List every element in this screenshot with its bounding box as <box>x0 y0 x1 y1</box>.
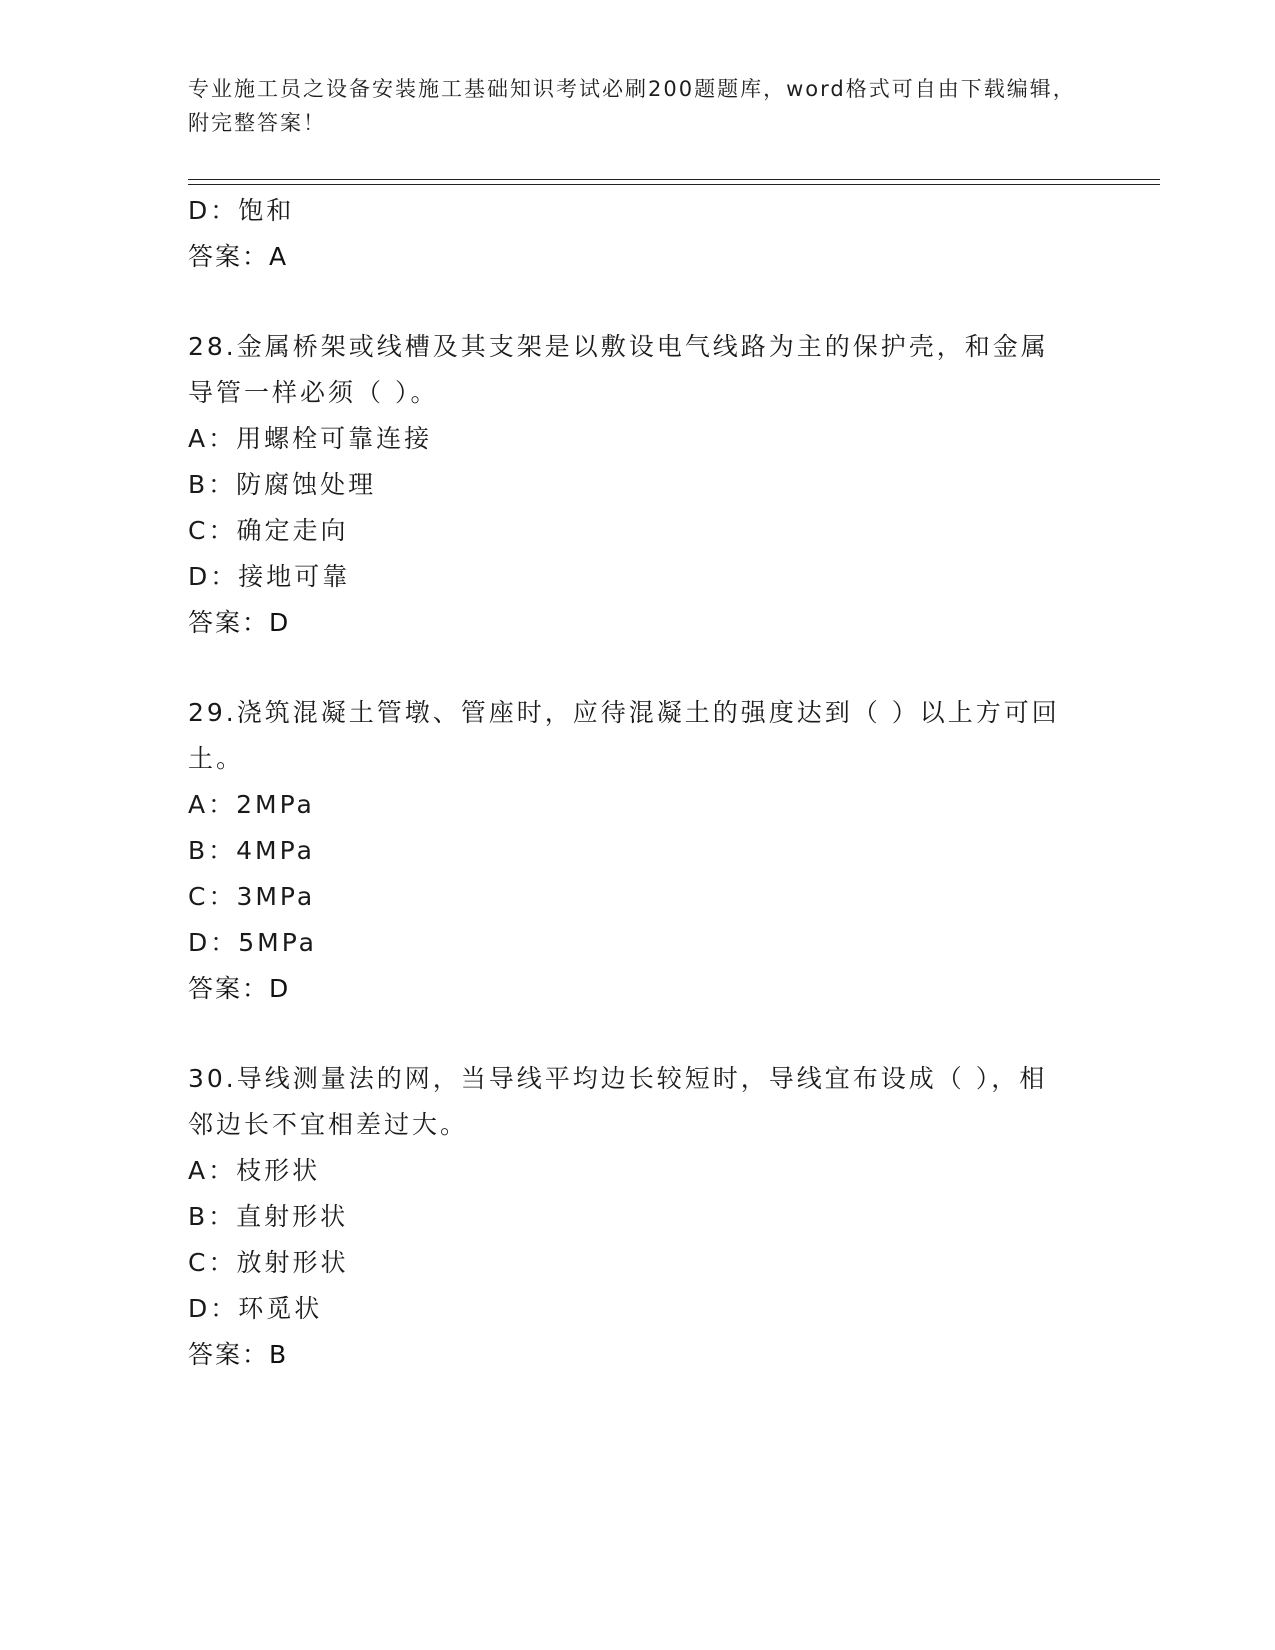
question-stem: 28.金属桥架或线槽及其支架是以敷设电气线路为主的保护壳，和金属导管一样必须（ ）。 <box>188 332 1049 407</box>
answer-line: 答案：B <box>188 1340 289 1369</box>
question-stem: 30.导线测量法的网，当导线平均边长较短时，导线宜布设成（ ），相邻边长不宜相差过大。 <box>188 1064 1048 1139</box>
option-a: A：用螺栓可靠连接 <box>188 424 433 453</box>
spacer <box>188 280 1088 324</box>
question-stem: 29.浇筑混凝土管墩、管座时，应待混凝土的强度达到（ ）以上方可回土。 <box>188 698 1060 773</box>
option-d: D：5MPa <box>188 928 317 957</box>
header-divider-top <box>188 179 1160 180</box>
question-28 <box>188 324 1088 646</box>
option-a: A：枝形状 <box>188 1156 321 1185</box>
option-a: A：2MPa <box>188 790 315 819</box>
option-d: D：环觅状 <box>188 1294 323 1323</box>
header-divider-bottom <box>188 184 1160 185</box>
spacer <box>188 1012 1088 1056</box>
option-b: B：防腐蚀处理 <box>188 470 377 499</box>
answer-line: 答案：D <box>188 608 291 637</box>
answer-line: 答案：D <box>188 974 291 1003</box>
question-27-option-d: D：饱和 <box>188 196 295 225</box>
question-list <box>188 188 1088 1378</box>
option-d: D：接地可靠 <box>188 562 351 591</box>
option-c: C：放射形状 <box>188 1248 349 1277</box>
question-30 <box>188 1056 1088 1378</box>
spacer <box>188 646 1088 690</box>
option-c: C：确定走向 <box>188 516 349 545</box>
option-c: C：3MPa <box>188 882 316 911</box>
question-29 <box>188 690 1088 1012</box>
option-b: B：直射形状 <box>188 1202 349 1231</box>
option-b: B：4MPa <box>188 836 315 865</box>
document-header-title: 专业施工员之设备安装施工基础知识考试必刷200题题库，word格式可自由下载编辑，附完整答案！ <box>188 77 1076 135</box>
question-27-answer: 答案：A <box>188 242 289 271</box>
